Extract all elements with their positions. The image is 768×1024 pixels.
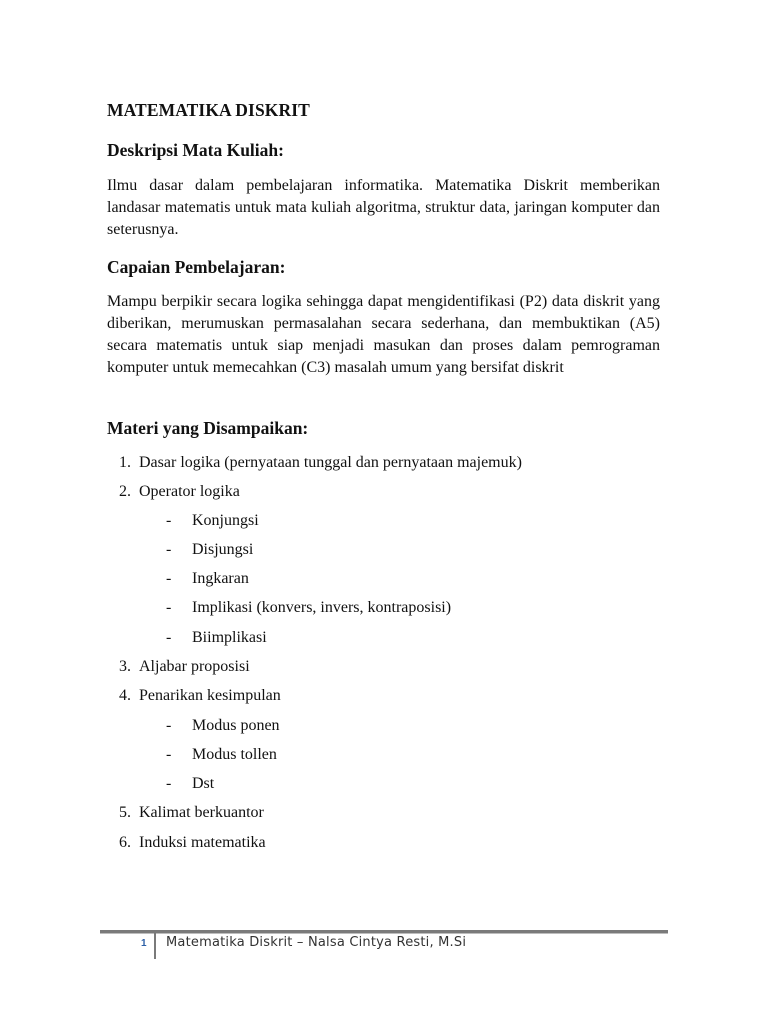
footer-text: Matematika Diskrit – Nalsa Cintya Resti, M.Si — [166, 935, 467, 950]
list-number: 3. — [119, 658, 131, 675]
sub-list-item-text: Ingkaran — [192, 570, 249, 587]
sub-list-item-text: Disjungsi — [192, 541, 254, 558]
list-item-text: Aljabar proposisi — [139, 658, 250, 675]
section-heading-materi: Materi yang Disampaikan: — [107, 418, 309, 438]
page-number: 1 — [141, 938, 147, 949]
list-item-text: Kalimat berkuantor — [139, 804, 264, 821]
list-dash: - — [166, 599, 172, 616]
sub-list-item-text: Konjungsi — [192, 512, 259, 529]
section-heading-capaian: Capaian Pembelajaran: — [107, 257, 286, 277]
list-item-text: Dasar logika (pernyataan tunggal dan pernyataan majemuk) — [139, 454, 522, 471]
list-dash: - — [166, 629, 172, 646]
sub-list-item-text: Modus ponen — [192, 717, 280, 734]
sub-list-item-text: Biimplikasi — [192, 629, 267, 646]
list-item-text: Induksi matematika — [139, 834, 266, 851]
list-dash: - — [166, 512, 172, 529]
footer-rule-shadow — [100, 933, 668, 934]
list-dash: - — [166, 717, 172, 734]
paragraph-deskripsi: Ilmu dasar dalam pembelajaran informatika. Matematika Diskrit memberikan landasar matematis untuk mata kuliah algoritma, struktur data, jaringan komputer dan seterusnya. — [107, 177, 660, 238]
list-item-text: Penarikan kesimpulan — [139, 687, 281, 704]
list-dash: - — [166, 570, 172, 587]
list-dash: - — [166, 746, 172, 763]
sub-list-item-text: Dst — [192, 775, 215, 792]
list-dash: - — [166, 541, 172, 558]
list-number: 4. — [119, 687, 131, 704]
list-number: 2. — [119, 483, 131, 500]
footer-divider — [154, 931, 156, 959]
list-number: 1. — [119, 454, 131, 471]
section-heading-deskripsi: Deskripsi Mata Kuliah: — [107, 140, 284, 160]
list-item-text: Operator logika — [139, 483, 240, 500]
list-number: 6. — [119, 834, 131, 851]
paragraph-capaian: Mampu berpikir secara logika sehingga dapat mengidentifikasi (P2) data diskrit yang diberikan, merumuskan permasalahan secara sederhana, dan membuktikan (A5) secara matematis untuk siap menjadi masukan dan proses dalam pemrograman komputer untuk memecahkan (C3) masalah umum yang bersifat diskrit — [107, 293, 660, 376]
list-dash: - — [166, 775, 172, 792]
list-number: 5. — [119, 804, 131, 821]
document-title: MATEMATIKA DISKRIT — [107, 100, 310, 120]
sub-list-item-text: Modus tollen — [192, 746, 277, 763]
sub-list-item-text: Implikasi (konvers, invers, kontraposisi) — [192, 599, 452, 616]
